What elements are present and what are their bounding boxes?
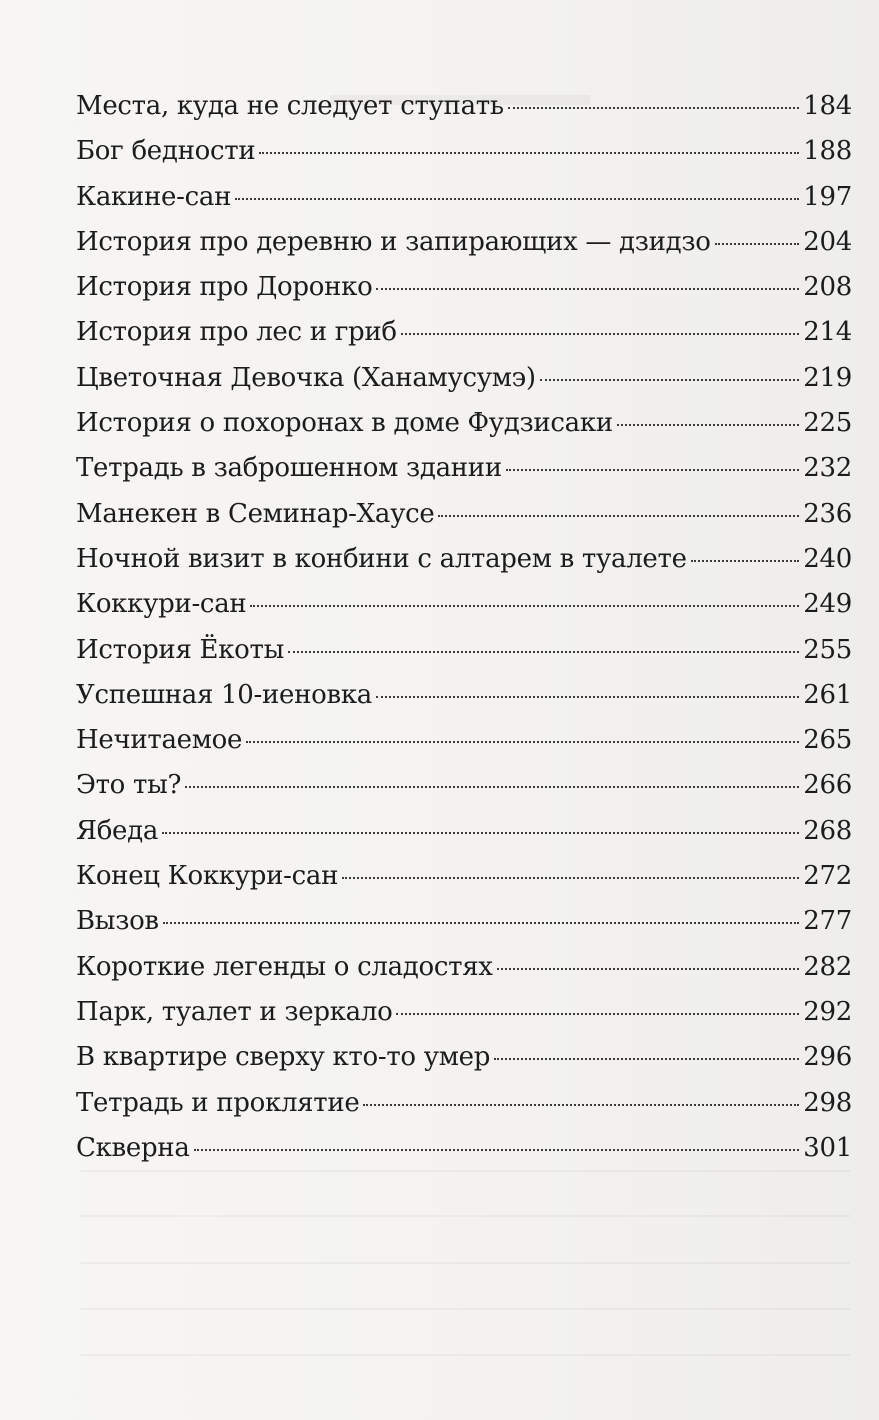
toc-entry	[76, 899, 852, 944]
dot-leader	[540, 379, 800, 381]
dot-leader	[342, 877, 799, 879]
toc-entry	[76, 854, 852, 899]
toc-entry-page-number: 240	[803, 543, 852, 574]
toc-entry-page-number: 184	[803, 91, 852, 121]
dot-leader	[246, 741, 799, 743]
dot-leader	[235, 198, 799, 200]
toc-entry-title: История о похоронах в доме Фудзисаки	[76, 408, 613, 439]
dot-leader	[376, 288, 799, 290]
dot-leader	[185, 786, 799, 788]
toc-entry-title: История про лес и гриб	[76, 317, 397, 348]
dot-leader	[162, 832, 799, 834]
toc-entry-page-number: 232	[803, 453, 852, 484]
toc-entry-page-number: 236	[803, 498, 852, 529]
toc-entry-title: Тетрадь в заброшенном здании	[76, 453, 502, 484]
toc-entry	[76, 537, 852, 582]
toc-entry-title: В квартире сверху кто-то умер	[76, 1042, 491, 1073]
toc-entry	[76, 310, 852, 355]
toc-entry-title: История про Доронко	[76, 272, 373, 303]
table-of-contents	[76, 84, 852, 1171]
toc-entry-page-number: 219	[803, 362, 852, 393]
toc-entry-page-number: 225	[803, 408, 852, 439]
dot-leader	[194, 1149, 800, 1151]
toc-entry-page-number: 272	[803, 861, 852, 892]
toc-entry	[76, 265, 852, 310]
toc-entry-page-number: 249	[803, 589, 852, 620]
toc-entry	[76, 582, 852, 627]
toc-entry-title: Места, куда не следует ступать	[76, 91, 504, 121]
toc-entry-title: Ночной визит в конбини с алтарем в туалете	[76, 543, 687, 574]
dot-leader	[497, 968, 800, 970]
toc-entry-title: Бог бедности	[76, 136, 256, 167]
toc-entry-page-number: 292	[803, 996, 852, 1027]
dot-leader	[363, 1104, 799, 1106]
dot-leader	[494, 1058, 799, 1060]
toc-entry	[76, 628, 852, 673]
toc-entry-page-number: 208	[803, 272, 852, 303]
dot-leader	[401, 333, 799, 335]
toc-entry	[76, 175, 852, 220]
toc-entry-page-number: 277	[803, 906, 852, 937]
toc-entry	[76, 809, 852, 854]
toc-entry-title: Какине-сан	[76, 181, 232, 212]
dot-leader	[715, 243, 800, 245]
dot-leader	[250, 605, 799, 607]
dot-leader	[438, 515, 799, 517]
toc-entry-title: Коккури-сан	[76, 589, 247, 620]
toc-entry-title: Это ты?	[76, 770, 182, 801]
dot-leader	[396, 1013, 799, 1015]
dot-leader	[617, 424, 799, 426]
toc-entry-title: История про деревню и запирающих — дзидзо	[76, 226, 711, 257]
toc-entry-page-number: 301	[803, 1132, 852, 1163]
dot-leader	[506, 469, 799, 471]
dot-leader	[259, 152, 799, 154]
toc-entry	[76, 356, 852, 401]
toc-entry	[76, 220, 852, 265]
toc-entry-page-number: 261	[803, 679, 852, 710]
toc-entry-page-number: 266	[803, 770, 852, 801]
toc-entry	[76, 718, 852, 763]
toc-entry-title: Ябеда	[76, 815, 159, 846]
toc-entry	[76, 401, 852, 446]
dot-leader	[163, 922, 799, 924]
toc-entry	[76, 1035, 852, 1080]
toc-entry-title: Короткие легенды о сладостях	[76, 951, 493, 982]
dot-leader	[691, 560, 800, 562]
toc-entry-page-number: 204	[803, 226, 852, 257]
toc-entry-page-number: 282	[803, 951, 852, 982]
toc-entry-title: Тетрадь и проклятие	[76, 1087, 360, 1118]
toc-entry-title: Успешная 10-иеновка	[76, 679, 372, 710]
dot-leader	[288, 651, 799, 653]
toc-entry-page-number: 214	[803, 317, 852, 348]
toc-entry-title: Манекен в Семинар-Хаусе	[76, 498, 435, 529]
toc-entry-page-number: 268	[803, 815, 852, 846]
toc-entry	[76, 129, 852, 174]
toc-entry	[76, 446, 852, 491]
toc-entry	[76, 990, 852, 1035]
toc-entry-title: Скверна	[76, 1132, 190, 1163]
toc-entry	[76, 84, 852, 129]
toc-entry-page-number: 298	[803, 1087, 852, 1118]
toc-entry	[76, 492, 852, 537]
toc-entry	[76, 1081, 852, 1126]
toc-entry-title: Цветочная Девочка (Ханамусумэ)	[76, 362, 536, 393]
toc-entry	[76, 673, 852, 718]
toc-entry-page-number: 265	[803, 725, 852, 756]
toc-entry-title: Вызов	[76, 906, 159, 937]
toc-entry-page-number: 188	[803, 136, 852, 167]
dot-leader	[508, 107, 800, 109]
toc-entry-title: Нечитаемое	[76, 725, 243, 756]
toc-entry-title: Парк, туалет и зеркало	[76, 996, 393, 1027]
toc-entry-page-number: 255	[803, 634, 852, 665]
toc-entry	[76, 763, 852, 808]
toc-entry-page-number: 197	[803, 181, 852, 212]
toc-entry-title: Конец Коккури-сан	[76, 861, 339, 892]
toc-entry-title: История Ёкоты	[76, 634, 284, 665]
dot-leader	[376, 696, 799, 698]
toc-entry	[76, 1126, 852, 1171]
toc-entry-page-number: 296	[803, 1042, 852, 1073]
toc-entry	[76, 945, 852, 990]
